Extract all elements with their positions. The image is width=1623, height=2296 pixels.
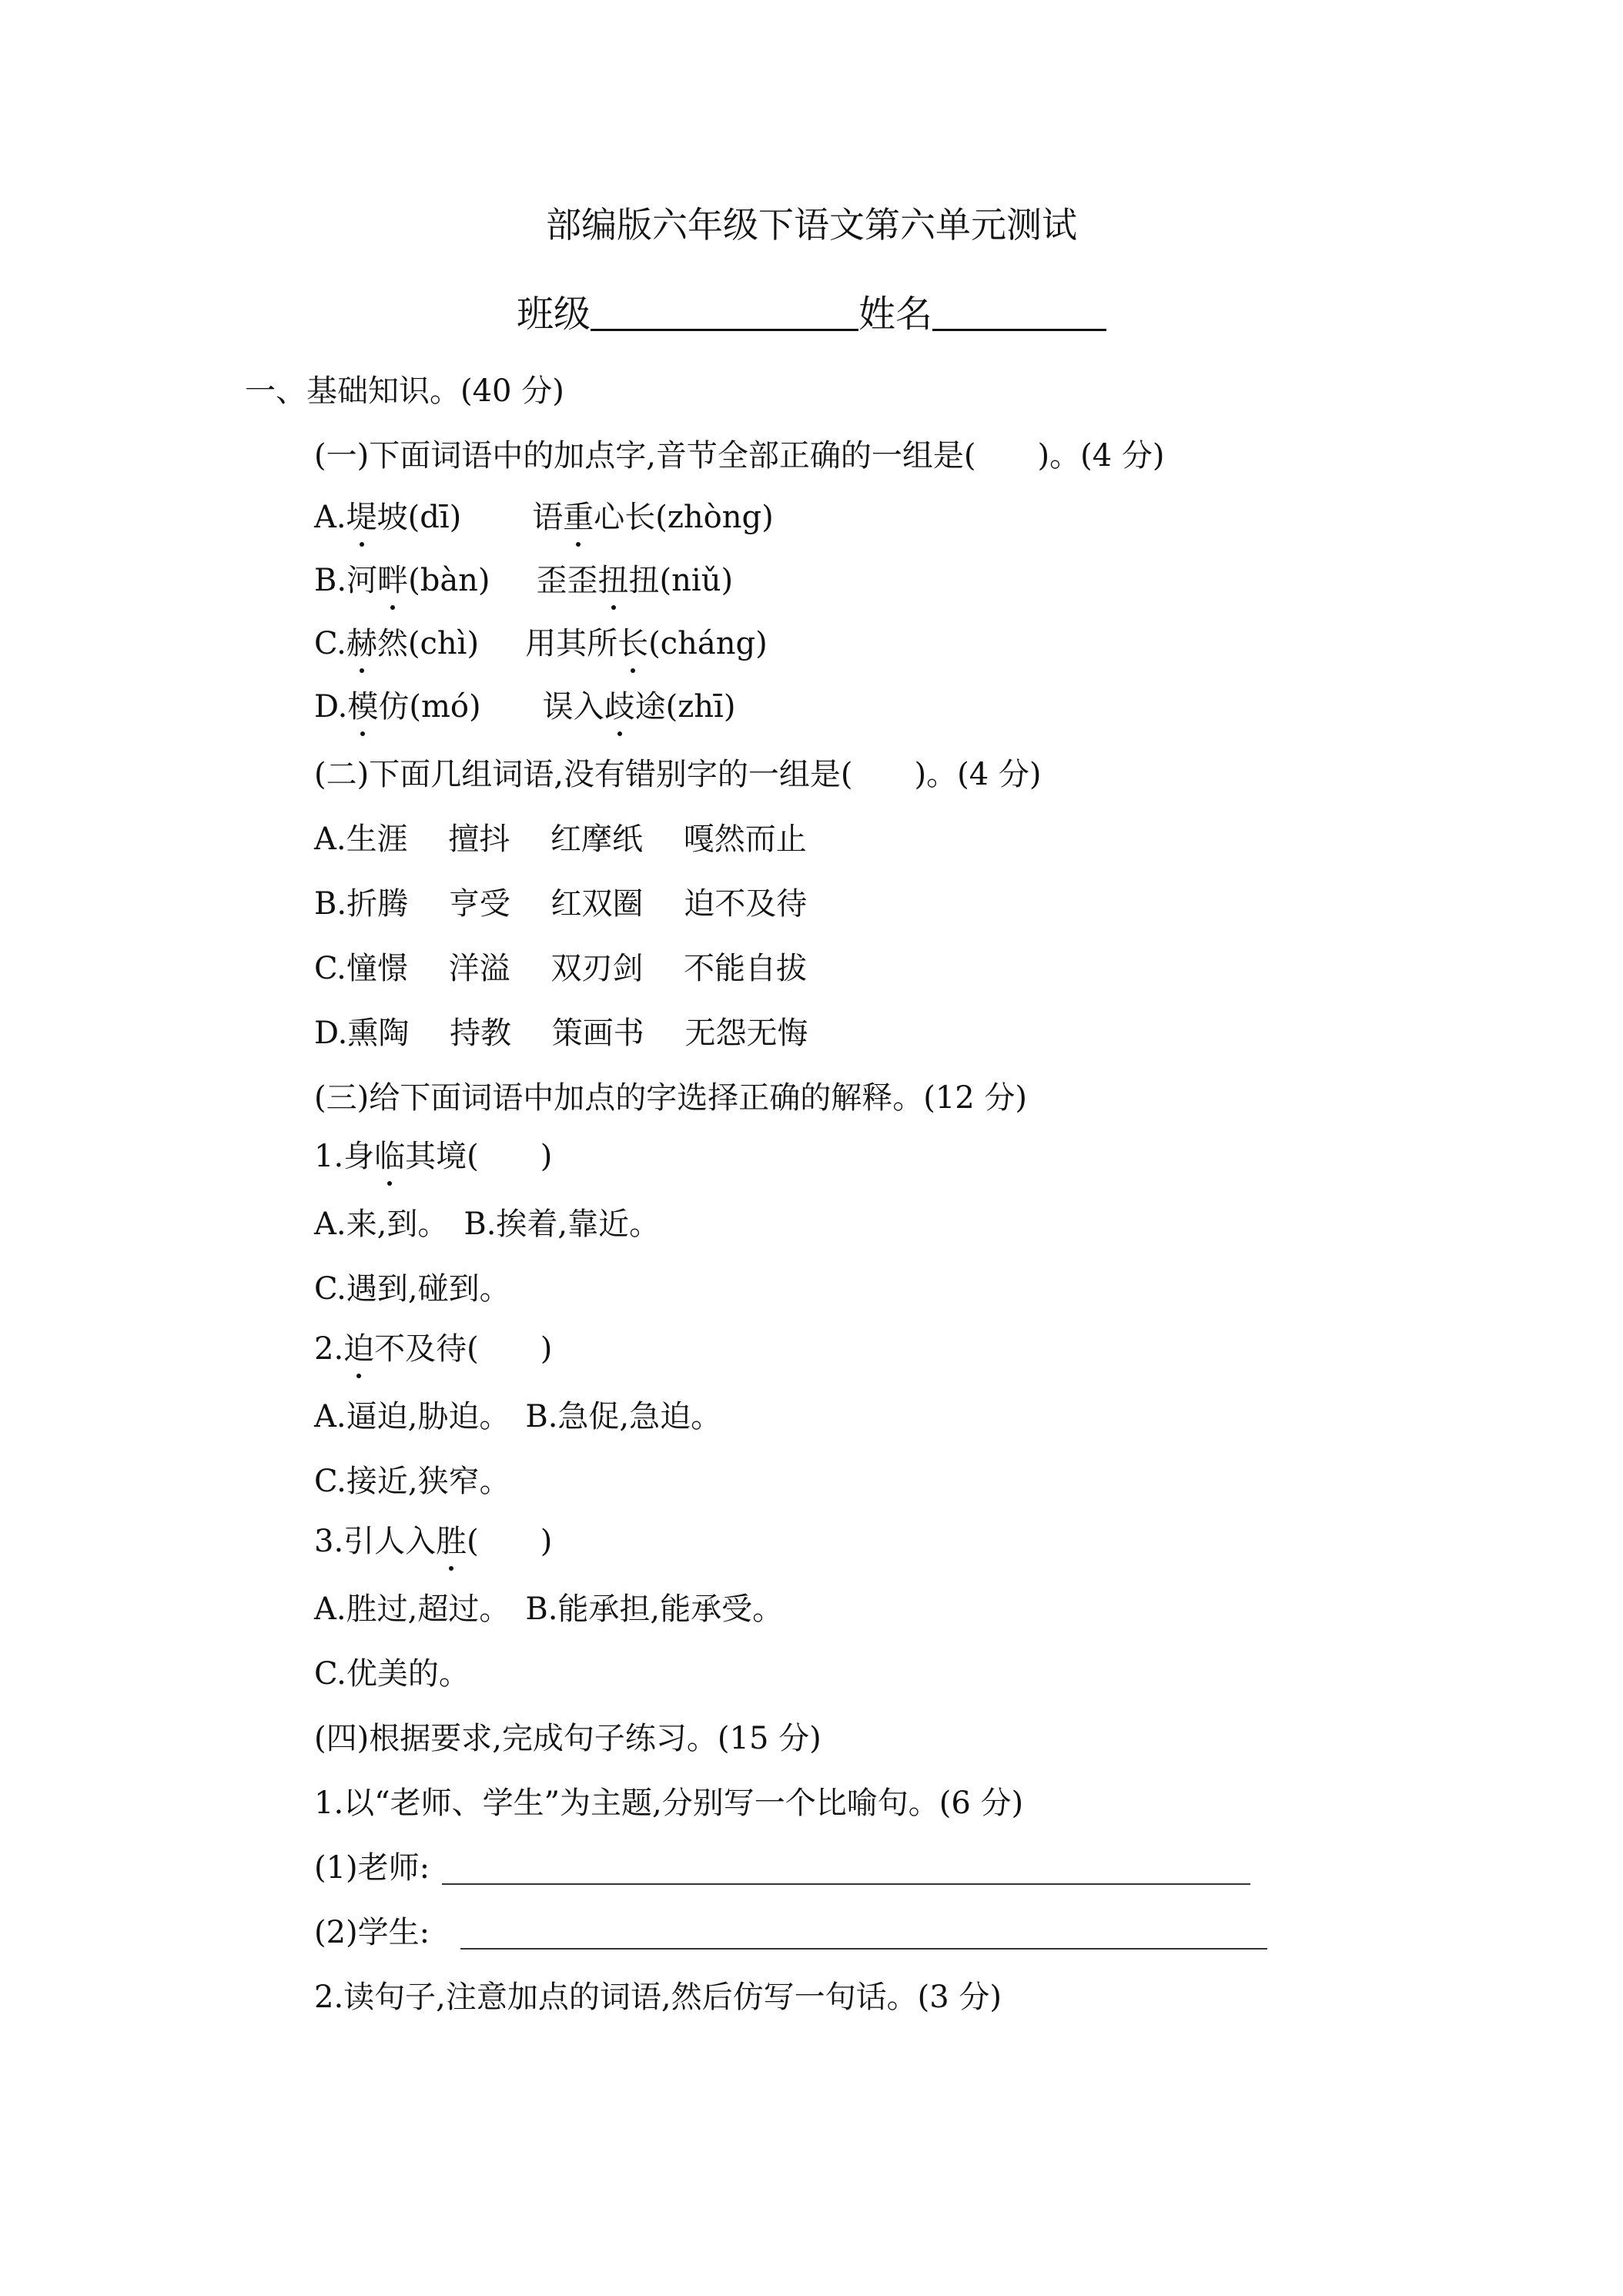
section-heading: 一、基础知识。(40 分) [245,373,564,409]
name-blank[interactable] [932,329,1106,331]
dotted-char: 歧 [604,687,635,727]
q1-prompt: (一)下面词语中的加点字,音节全部正确的一组是( )。(4 分) [314,438,1165,474]
class-name-line [0,291,1623,337]
q3-item-1-option-c[interactable]: C.遇到,碰到。 [314,1271,510,1307]
dotted-char: 畔 [377,561,408,601]
name-label: 姓名 [858,293,933,336]
q2-option-d[interactable]: D.熏陶 持教 策画书 无怨无悔 [314,1016,808,1051]
dotted-char: 临 [374,1136,405,1176]
q1-option-b[interactable]: B.河畔(bàn) 歪歪扭扭(niǔ) [314,561,733,601]
q1-option-a[interactable]: A.堤坡(dī) 语重心长(zhòng) [314,497,774,537]
q3-item-3: 3.引人入胜( ) [314,1521,552,1561]
q2-option-c[interactable]: C.憧憬 洋溢 双刃剑 不能自拔 [314,951,808,986]
class-blank[interactable] [591,329,858,331]
teacher-answer-line[interactable] [442,1883,1250,1885]
dotted-char: 迫 [343,1329,374,1369]
q2-option-a[interactable]: A.生涯 擅抖 红摩纸 嘎然而止 [314,822,807,857]
student-answer-line[interactable] [460,1948,1267,1950]
dotted-char: 长 [617,624,648,664]
q2-prompt: (二)下面几组词语,没有错别字的一组是( )。(4 分) [314,757,1042,792]
dotted-char: 模 [347,687,378,727]
q4-sub-1: 1.以“老师、学生”为主题,分别写一个比喻句。(6 分) [314,1786,1024,1821]
q3-item-2-option-c[interactable]: C.接近,狭窄。 [314,1464,510,1499]
student-label: (2)学生: [314,1915,430,1950]
q1-option-d[interactable]: D.模仿(mó) 误入歧途(zhī) [314,687,735,727]
q4-prompt: (四)根据要求,完成句子练习。(15 分) [314,1721,822,1756]
q3-item-2-options-ab[interactable]: A.逼迫,胁迫。 B.急促,急迫。 [314,1399,722,1434]
q3-item-1: 1.身临其境( ) [314,1136,552,1176]
dotted-char: 赫 [346,624,377,664]
dotted-char: 扭 [598,561,629,601]
page-title: 部编版六年级下语文第六单元测试 [546,204,1077,246]
q1-option-c[interactable]: C.赫然(chì) 用其所长(cháng) [314,624,768,664]
q3-item-3-option-c[interactable]: C.优美的。 [314,1656,470,1692]
q4-sub-2: 2.读句子,注意加点的词语,然后仿写一句话。(3 分) [314,1980,1002,2015]
class-label: 班级 [516,293,591,336]
q3-item-2: 2.迫不及待( ) [314,1329,552,1369]
dotted-char: 堤 [346,497,377,537]
q2-option-b[interactable]: B.折腾 亨受 红双圈 迫不及待 [314,886,808,922]
q3-prompt: (三)给下面词语中加点的字选择正确的解释。(12 分) [314,1080,1028,1116]
q3-item-1-options-ab[interactable]: A.来,到。 B.挨着,靠近。 [314,1207,661,1242]
q3-item-3-options-ab[interactable]: A.胜过,超过。 B.能承担,能承受。 [314,1591,784,1627]
dotted-char: 胜 [436,1521,467,1561]
dotted-char: 重 [563,497,594,537]
teacher-label: (1)老师: [314,1850,430,1886]
